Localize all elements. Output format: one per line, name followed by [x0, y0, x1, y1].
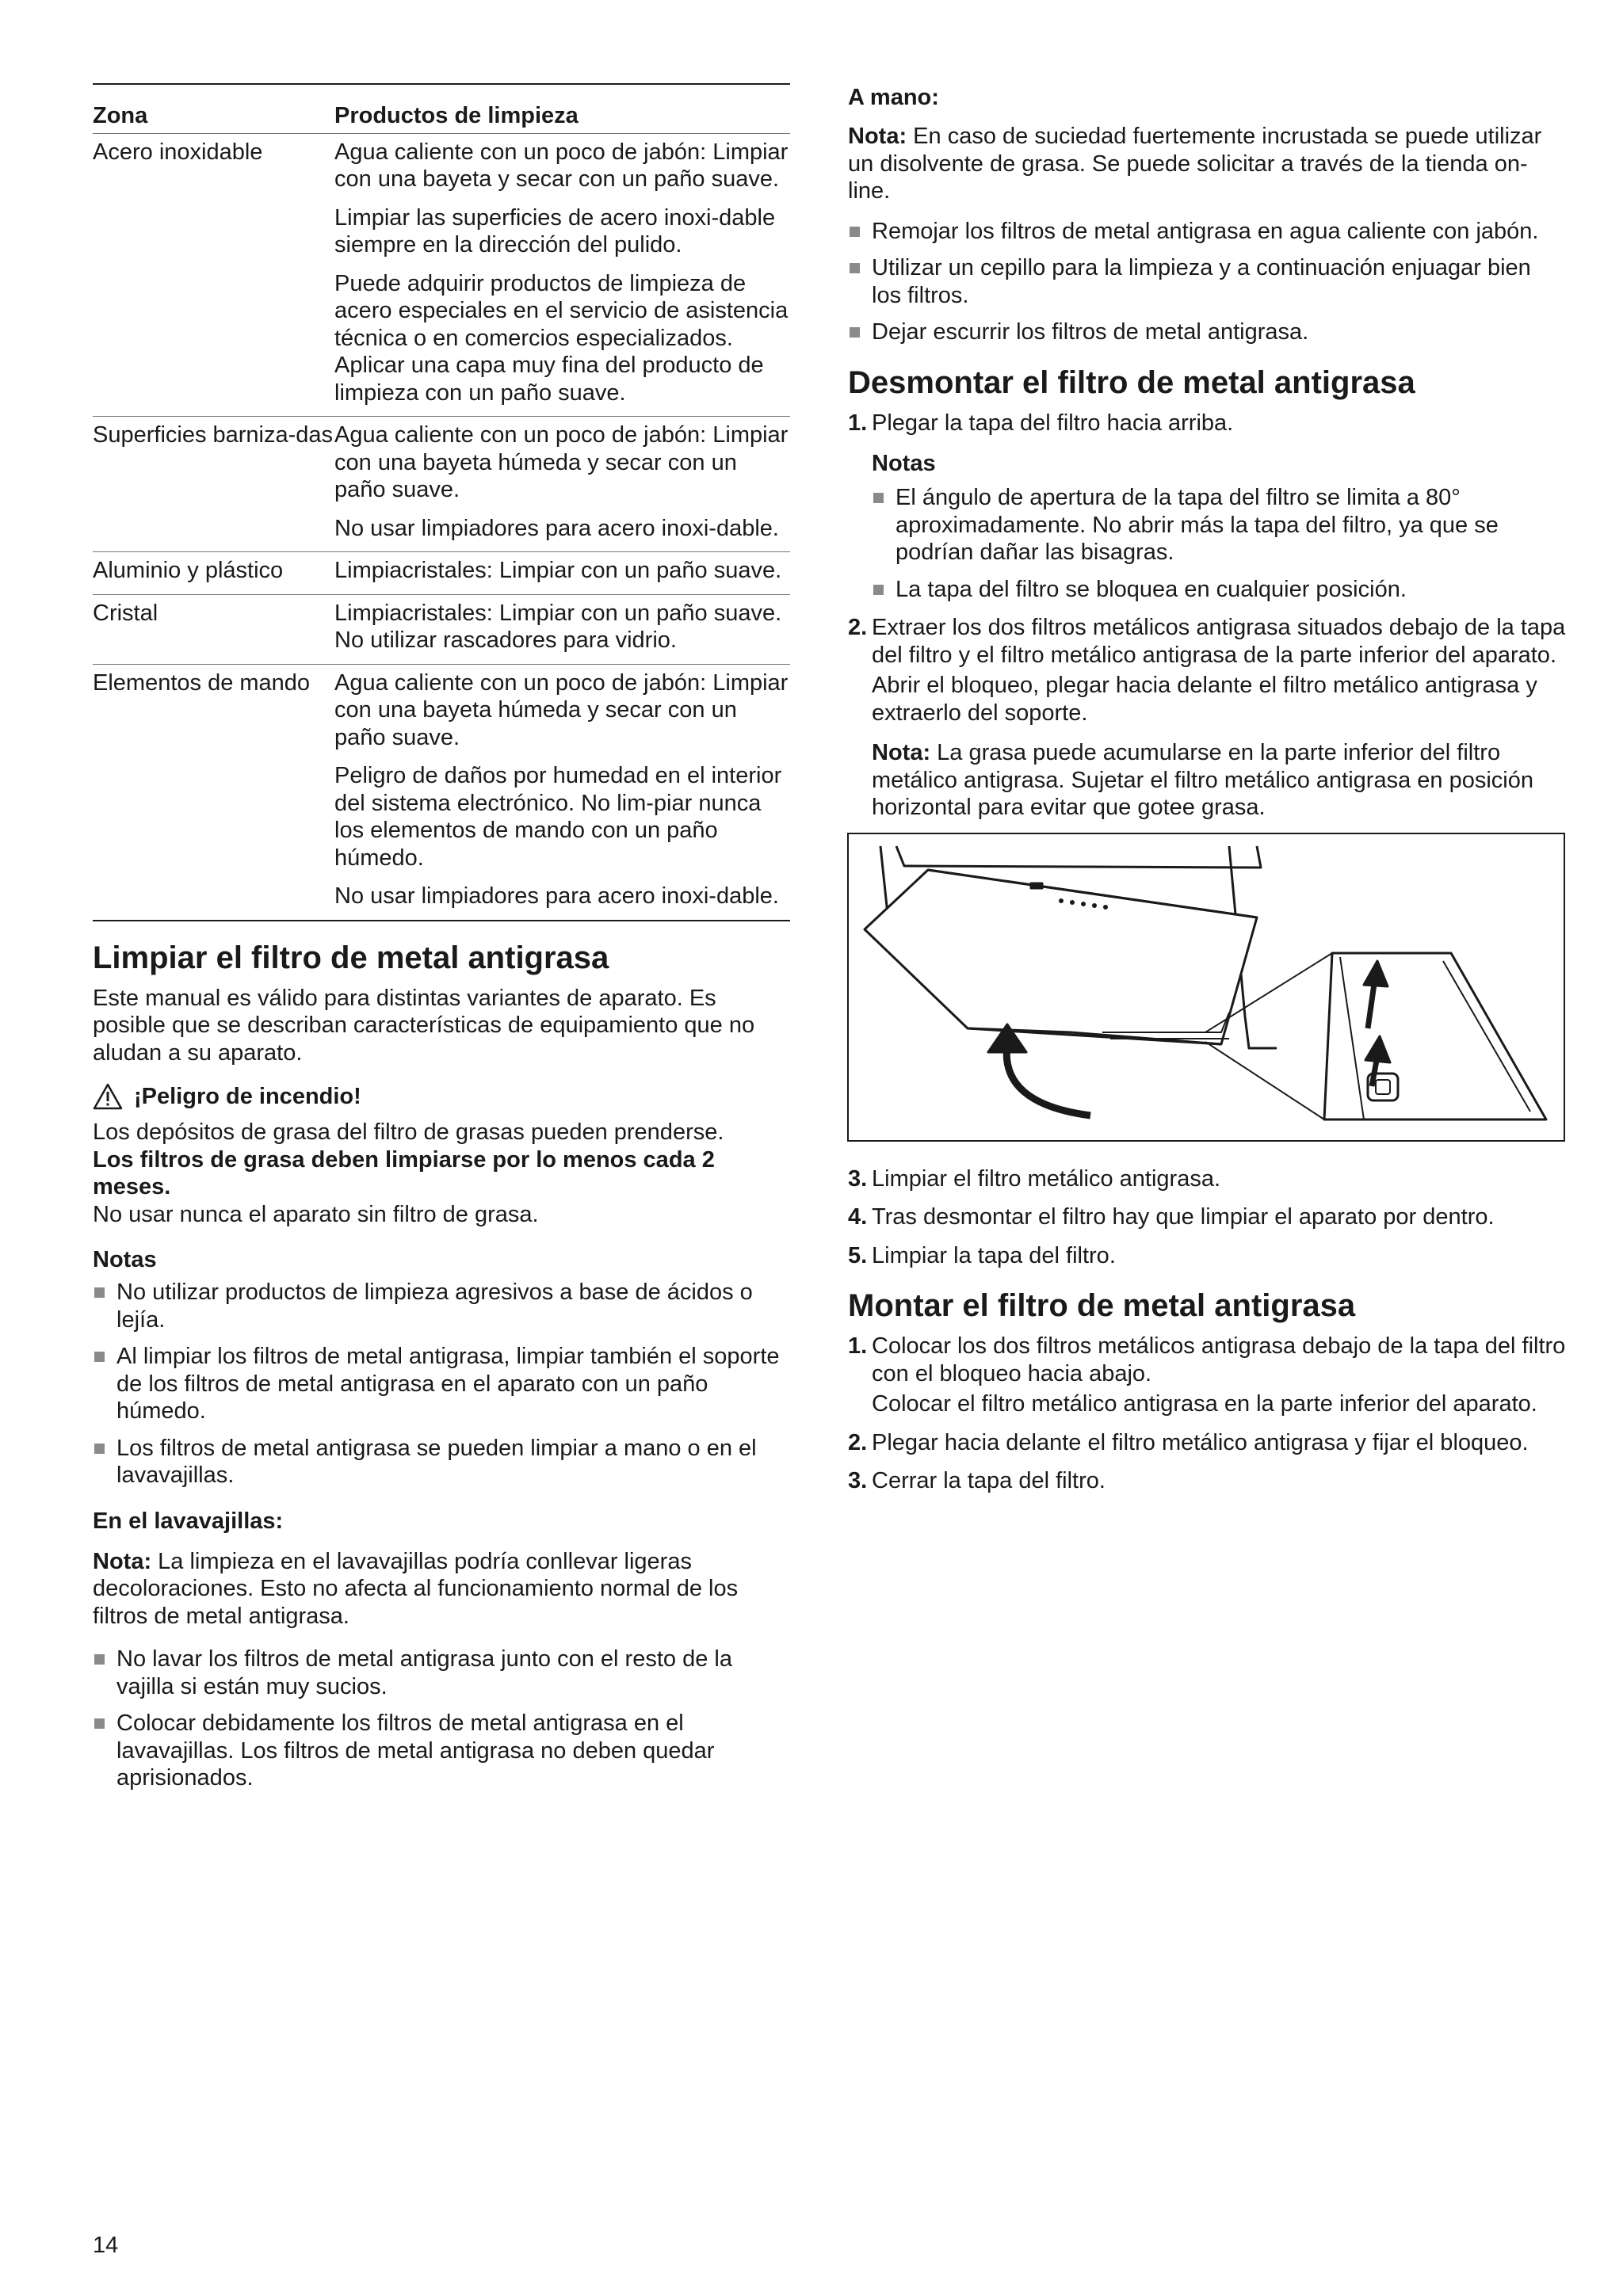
step-item: [848, 1165, 1566, 1193]
bullet-square-icon: [94, 1718, 105, 1729]
cell-paragraph: No usar limpiadores para acero inoxi-dable.: [334, 883, 779, 909]
list-item-text: Al limpiar los filtros de metal antigrasa, limpiar también el soporte de los filtros de metal antigrasa en el aparato con un paño húmedo.: [116, 1344, 780, 1424]
warning-triangle-icon: [93, 1083, 123, 1110]
cell-paragraph: No usar limpiadores para acero inoxi-dable.: [334, 515, 779, 541]
list-item-text: No lavar los filtros de metal antigrasa junto con el resto de la vajilla si están muy sucios.: [116, 1646, 732, 1699]
step-number: 3.: [848, 1468, 868, 1493]
notes-title: Notas: [93, 1247, 157, 1272]
warning-title: ¡Peligro de incendio!: [134, 1084, 361, 1109]
bullet-square-icon: [94, 1352, 105, 1362]
step-extra-text: Colocar el filtro metálico antigrasa en la parte inferior del aparato.: [872, 1391, 1537, 1417]
cell-paragraph: Agua caliente con un poco de jabón: Limpiar con una bayeta húmeda y secar con un paño suave.: [334, 422, 789, 502]
list-item: [93, 1343, 792, 1425]
list-item-text: Los filtros de metal antigrasa se pueden limpiar a mano o en el lavavajillas.: [116, 1435, 757, 1488]
list-item: [848, 218, 1566, 246]
list-item-text: Remojar los filtros de metal antigrasa en agua caliente con jabón.: [872, 218, 1539, 244]
step2-note: [872, 739, 1566, 822]
intro-paragraph: Este manual es válido para distintas variantes de aparato. Es posible que se describan características de equipamiento que no aludan a su aparato.: [93, 985, 755, 1066]
left-column: [93, 83, 792, 1802]
bullet-square-icon: [873, 585, 884, 595]
section-heading-mount: Montar el filtro de metal antigrasa: [848, 1288, 1356, 1323]
step-text: Cerrar la tapa del filtro.: [872, 1468, 1106, 1493]
table-header-products: Productos de limpieza: [334, 84, 790, 133]
table-row: [93, 664, 790, 921]
products-cell: [334, 417, 790, 552]
list-item: [93, 1435, 792, 1489]
step1-notes-list: [872, 484, 1566, 603]
step-extra-text: Abrir el bloqueo, plegar hacia delante el filtro metálico antigrasa y extraerlo del soporte.: [872, 673, 1537, 726]
hand-list: [848, 218, 1566, 346]
dishwasher-title: En el lavavajillas:: [93, 1508, 284, 1534]
cell-paragraph: Peligro de daños por humedad en el interior del sistema electrónico. No lim-piar nunca los elementos de mando con un paño húmedo.: [334, 763, 782, 871]
hood-filter-drawing: [849, 834, 1564, 1140]
section-heading-clean-filter: Limpiar el filtro de metal antigrasa: [93, 940, 609, 975]
section-heading-dismount: Desmontar el filtro de metal antigrasa: [848, 364, 1415, 400]
step-text: Plegar la tapa del filtro hacia arriba.: [872, 410, 1234, 436]
step-item: [848, 1467, 1566, 1495]
note-label: Nota:: [872, 740, 931, 765]
cell-paragraph: Limpiacristales: Limpiar con un paño suave.: [334, 558, 782, 583]
note-text: La limpieza en el lavavajillas podría conllevar ligeras decoloraciones. Esto no afecta al funcionamiento normal de los filtros de metal antigrasa.: [93, 1548, 739, 1629]
step-text: Limpiar la tapa del filtro.: [872, 1242, 1116, 1268]
step-text: Limpiar el filtro metálico antigrasa.: [872, 1165, 1221, 1192]
products-cell: [334, 594, 790, 664]
table-header-zone: Zona: [93, 84, 334, 133]
zone-cell: Aluminio y plástico: [93, 552, 334, 595]
step-number: 2.: [848, 1429, 868, 1455]
dishwasher-note: [93, 1548, 792, 1630]
step-number: 2.: [848, 615, 868, 640]
step-item: [848, 614, 1566, 822]
mount-steps: [848, 1333, 1566, 1495]
table-row: [93, 552, 790, 595]
dismount-steps: [848, 410, 1566, 822]
step-number: 1.: [848, 1333, 868, 1359]
zone-cell: Elementos de mando: [93, 664, 334, 921]
step-text: Tras desmontar el filtro hay que limpiar el aparato por dentro.: [872, 1204, 1495, 1230]
table-row: [93, 417, 790, 552]
step-number: 4.: [848, 1204, 868, 1230]
right-column: [848, 83, 1566, 1506]
bullet-square-icon: [94, 1654, 105, 1665]
products-cell: [334, 552, 790, 595]
list-item-text: Dejar escurrir los filtros de metal antigrasa.: [872, 319, 1309, 345]
warning-text: Los depósitos de grasa del filtro de grasas pueden prenderse.: [93, 1119, 724, 1145]
step-item: [848, 1333, 1566, 1418]
list-item-text: No utilizar productos de limpieza agresivos a base de ácidos o lejía.: [116, 1280, 753, 1333]
cell-paragraph: Agua caliente con un poco de jabón: Limpiar con una bayeta húmeda y secar con un paño suave.: [334, 669, 789, 750]
list-item-text: La tapa del filtro se bloquea en cualquier posición.: [896, 576, 1407, 602]
step-text: Extraer los dos filtros metálicos antigrasa situados debajo de la tapa del filtro y el filtro metálico antigrasa de la parte inferior del aparato.: [872, 615, 1566, 668]
dishwasher-list: [93, 1646, 792, 1792]
warning-header: [93, 1082, 792, 1111]
list-item: [93, 1279, 792, 1333]
hand-note: [848, 123, 1566, 205]
cell-paragraph: Agua caliente con un poco de jabón: Limpiar con una bayeta y secar con un paño suave.: [334, 139, 789, 192]
list-item-text: Utilizar un cepillo para la limpieza y a continuación enjuagar bien los filtros.: [872, 255, 1531, 308]
products-cell: [334, 133, 790, 417]
list-item: [93, 1646, 792, 1700]
step-number: 5.: [848, 1242, 868, 1268]
table-row: [93, 133, 790, 417]
dismount-steps-continued: [848, 1165, 1566, 1270]
cell-paragraph: Limpiacristales: Limpiar con un paño suave. No utilizar rascadores para vidrio.: [334, 600, 782, 653]
table-row: [93, 594, 790, 664]
bullet-square-icon: [850, 327, 860, 338]
bullet-square-icon: [850, 227, 860, 237]
products-cell: [334, 664, 790, 921]
note-text: La grasa puede acumularse en la parte inferior del filtro metálico antigrasa. Sujetar el filtro metálico antigrasa en posición horizontal para evitar que gotee grasa.: [872, 740, 1533, 820]
step-item: [848, 1203, 1566, 1231]
list-item-text: Colocar debidamente los filtros de metal antigrasa en el lavavajillas. Los filtros de metal antigrasa no deben quedar aprisionados.: [116, 1711, 715, 1791]
warning-bold-text: Los filtros de grasa deben limpiarse por lo menos cada 2 meses.: [93, 1146, 715, 1199]
bullet-square-icon: [94, 1287, 105, 1298]
hand-title: A mano:: [848, 85, 939, 110]
list-item: [848, 318, 1566, 346]
filter-removal-illustration: [847, 833, 1565, 1142]
bullet-square-icon: [850, 263, 860, 273]
step-number: 3.: [848, 1165, 868, 1192]
cleaning-table: [93, 83, 790, 921]
zone-cell: Superficies barniza-das: [93, 417, 334, 552]
list-item: [872, 484, 1566, 566]
list-item: [93, 1710, 792, 1792]
step-text: Colocar los dos filtros metálicos antigrasa debajo de la tapa del filtro con el bloqueo hacia abajo.: [872, 1333, 1566, 1386]
list-item: [848, 254, 1566, 309]
note-text: En caso de suciedad fuertemente incrustada se puede utilizar un disolvente de grasa. Se puede solicitar a través de la tienda on-line.: [848, 124, 1542, 204]
list-item-text: El ángulo de apertura de la tapa del filtro se limita a 80° aproximadamente. No abrir más la tapa del filtro, ya que se podrían dañar las bisagras.: [896, 485, 1499, 565]
step-text: Plegar hacia delante el filtro metálico antigrasa y fijar el bloqueo.: [872, 1429, 1529, 1455]
bullet-square-icon: [94, 1444, 105, 1454]
bullet-square-icon: [873, 493, 884, 503]
step-item: [848, 1429, 1566, 1457]
step1-notes-title: Notas: [872, 451, 936, 476]
zone-cell: Cristal: [93, 594, 334, 664]
notes-list: [93, 1279, 792, 1489]
step-item: [848, 1242, 1566, 1270]
list-item: [872, 576, 1566, 604]
step-item: [848, 410, 1566, 604]
warning-after-text: No usar nunca el aparato sin filtro de grasa.: [93, 1201, 539, 1227]
note-label: Nota:: [93, 1548, 152, 1574]
step-number: 1.: [848, 410, 868, 436]
cell-paragraph: Limpiar las superficies de acero inoxi-dable siempre en la dirección del pulido.: [334, 204, 776, 257]
note-label: Nota:: [848, 124, 907, 149]
zone-cell: Acero inoxidable: [93, 133, 334, 417]
cell-paragraph: Puede adquirir productos de limpieza de acero especiales en el servicio de asistencia técnica o en comercios especializados. Aplicar una capa muy fina del producto de limpieza con un paño suave.: [334, 270, 789, 406]
page-number: 14: [93, 2233, 119, 2258]
